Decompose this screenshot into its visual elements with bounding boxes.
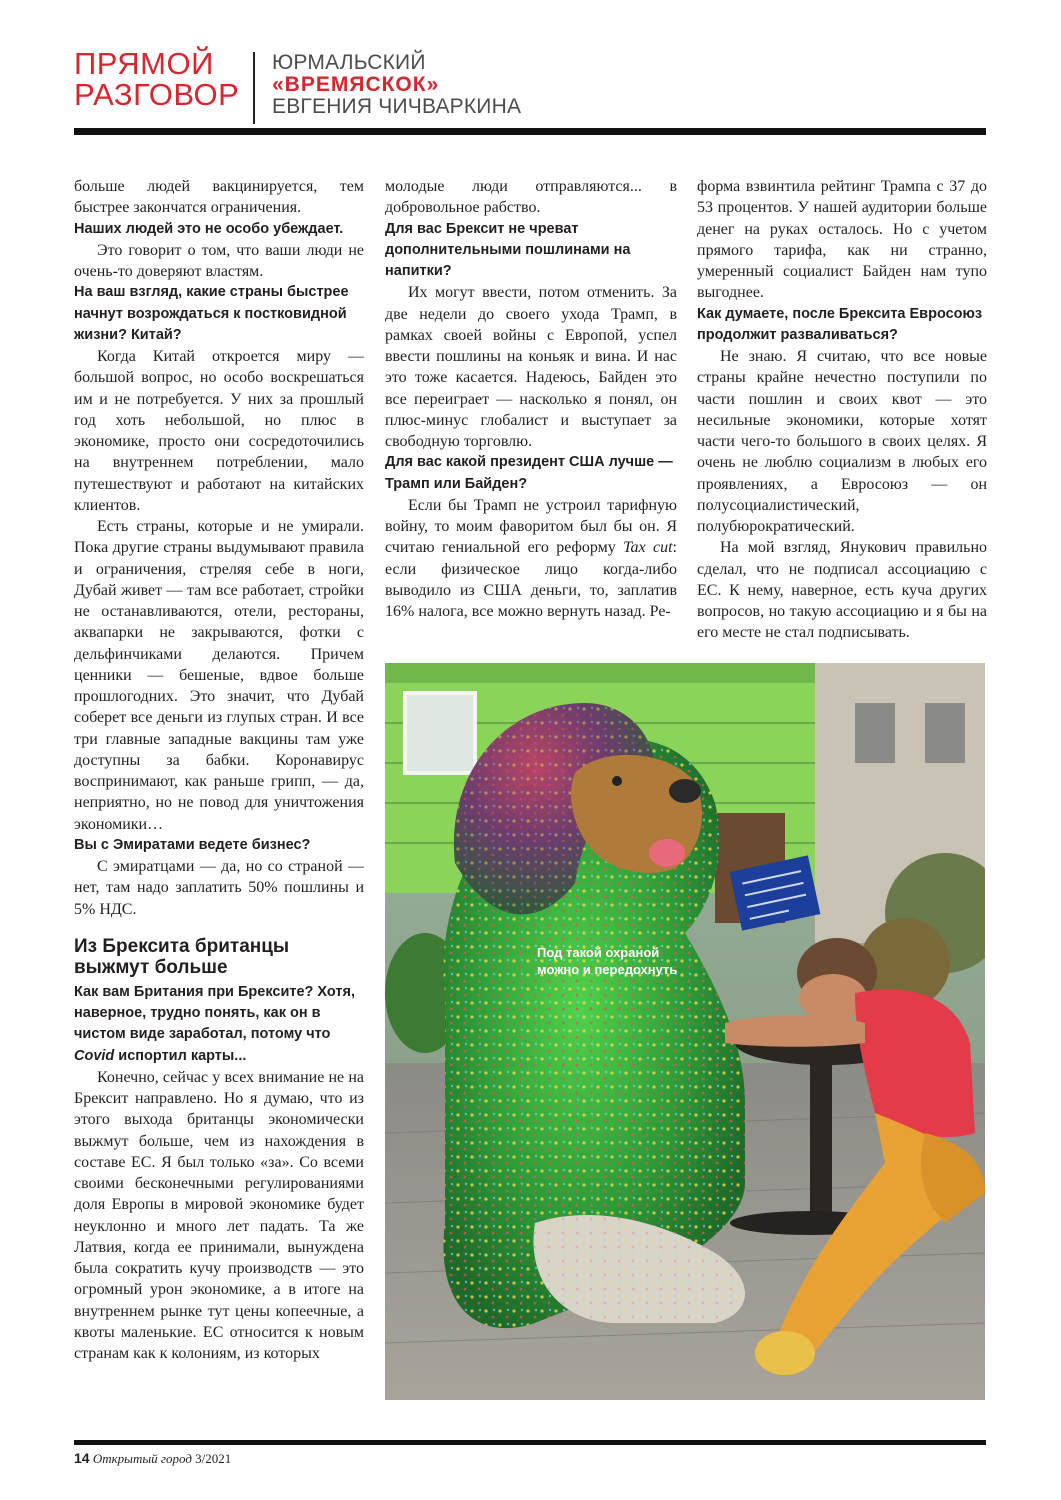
paragraph: Не знаю. Я считаю, что все новые страны крайне нечестно поступили по части пошлин и своих квот — это несильные экономики, которые хотят части чего-то большого в своих целях. Я очень не люблю социализм в любых его проявлениях, а Евросоюз — он полусоциалистический, полубюрократический. xyxy=(697,348,987,535)
photo-lion-statue xyxy=(385,663,985,1400)
question-text-italic: Covid xyxy=(74,1047,115,1064)
paragraph: молодые люди отправляются... в добровольное рабство. xyxy=(385,178,677,217)
page-footer xyxy=(74,1450,231,1467)
headline-line-2: «ВРЕМЯСКОК» xyxy=(272,73,440,96)
rubric-line-1: ПРЯМОЙ xyxy=(74,46,214,81)
paragraph-text: : если физическое лицо когда-либо выводило из США деньги, то, заплатив 16% налога, все можно вернуть назад. Ре- xyxy=(385,539,677,620)
article-headline xyxy=(272,52,792,118)
subheading: Из Брексита британцы выжмут больше xyxy=(74,935,290,978)
paragraph: форма взвинтила рейтинг Трампа с 37 до 53 процентов. У нашей аудитории больше денег на руках осталось. Но с учетом прямого тарифа, как ни странно, умеренный социалист Байден нам тупо выгоднее. xyxy=(697,178,987,302)
paragraph: Это говорит о том, что ваши люди не очень-то доверяют властям. xyxy=(74,241,364,280)
article-column-1 xyxy=(74,176,364,1364)
header-divider xyxy=(253,52,255,124)
headline-line-3: ЕВГЕНИЯ ЧИЧВАРКИНА xyxy=(272,95,522,118)
article-column-2 xyxy=(385,176,677,622)
rubric-line-2: РАЗГОВОР xyxy=(74,77,240,112)
interview-question: Вы с Эмиратами ведете бизнес? xyxy=(74,836,311,853)
paragraph-text-italic: Tax cut xyxy=(623,539,673,557)
page-number: 14 xyxy=(74,1450,90,1466)
paragraph: С эмиратцами — да, но со страной — нет, там надо заплатить 50% пошлины и 5% НДС. xyxy=(74,858,364,918)
article-photo xyxy=(385,663,985,1400)
paragraph: больше людей вакцинируется, тем быстрее закончатся ограничения. xyxy=(74,178,364,217)
interview-question: На ваш взгляд, какие страны быстрее начнут возрождаться к постковидной жизни? Китай? xyxy=(74,284,349,343)
paragraph-text: Если бы Трамп не устроил тарифную войну, то моим фаворитом был бы он. Я считаю гениальной его реформу xyxy=(385,496,677,557)
magazine-name: Открытый город xyxy=(92,1451,192,1466)
paragraph: Когда Китай откроется миру — большой вопрос, но особо воскрешаться им и не потребуется. У них за прошлый год хоть небольшой, но плюс в экономике, просто они сосредоточились на внутреннем потреблении, мало путешествуют и работают на китайских клиентов. xyxy=(74,348,364,514)
interview-question xyxy=(74,982,364,1067)
interview-question: Наших людей это не особо убеждает. xyxy=(74,220,344,237)
headline-line-1: ЮРМАЛЬСКИЙ xyxy=(272,51,426,74)
interview-question: Для вас Брексит не чреват дополнительными пошлинами на напитки? xyxy=(385,220,631,279)
section-rubric xyxy=(74,48,249,110)
issue-number: 3/2021 xyxy=(195,1451,232,1466)
paragraph: Конечно, сейчас у всех внимание не на Брексит направлено. Но я думаю, что из этого выхода британцы экономически выжмут больше, чем из нахождения в составе ЕС. Я был только «за». Со всеми своими бесконечными регулированиями доля Европы в мировой экономике будет неуклонно и много лет падать. Та же Латвия, когда ее принимали, вынуждена была сократить кучу производств — это огромный урон экономике, а в итоге на внутреннем рынке тут цены копеечные, а квоты маленькие. ЕС относится к новым странам как к колониям, из которых xyxy=(74,1068,364,1362)
paragraph: Их могут ввести, потом отменить. За две недели до своего ухода Трамп, в рамках своей войны с Европой, успел ввести пошлины на коньяк и вина. И нас это тоже касается. Надеюсь, Байден это все переиграет — насколько я понял, он плюс-минус глобалист и выступает за свободную торговлю. xyxy=(385,284,677,450)
question-text: испортил карты... xyxy=(114,1047,247,1064)
interview-question: Для вас какой президент США лучше — Трамп или Байден? xyxy=(385,454,673,492)
interview-question: Как думаете, после Брексита Евросоюз продолжит разваливаться? xyxy=(697,305,983,343)
paragraph xyxy=(385,495,677,623)
question-text: Как вам Британия при Брексите? Хотя, наверное, трудно понять, как он в чистом виде заработал, потому что xyxy=(74,983,356,1043)
article-column-3 xyxy=(697,176,987,644)
paragraph: Есть страны, которые и не умирали. Пока другие страны выдумывают правила и ограничения, стреляя себе в ноги, Дубай живет — там все работает, стройки не останавливаются, отели, рестораны, аквапарки не закрываются, фотки с дельфинчиками делаются. Причем ценники — бешеные, вдвое больше прошлогодних. Это значит, что Дубай соберет все деньги из глупых стран. И все три главные западные вакцины там уже доступны за бабки. Коронавирус воспринимают, как раньше грипп, — да, неприятно, но не повод для уничтожения экономики… xyxy=(74,518,364,833)
footer-rule xyxy=(74,1440,986,1445)
paragraph: На мой взгляд, Янукович правильно сделал, что не подписал ассоциацию с ЕС. К нему, наверное, есть куча других вопросов, но такую ассоциацию и я бы на его месте не стал подписывать. xyxy=(697,539,987,642)
header-rule xyxy=(74,128,986,135)
photo-caption: Под такой охраной можно и передохнуть xyxy=(537,945,678,977)
